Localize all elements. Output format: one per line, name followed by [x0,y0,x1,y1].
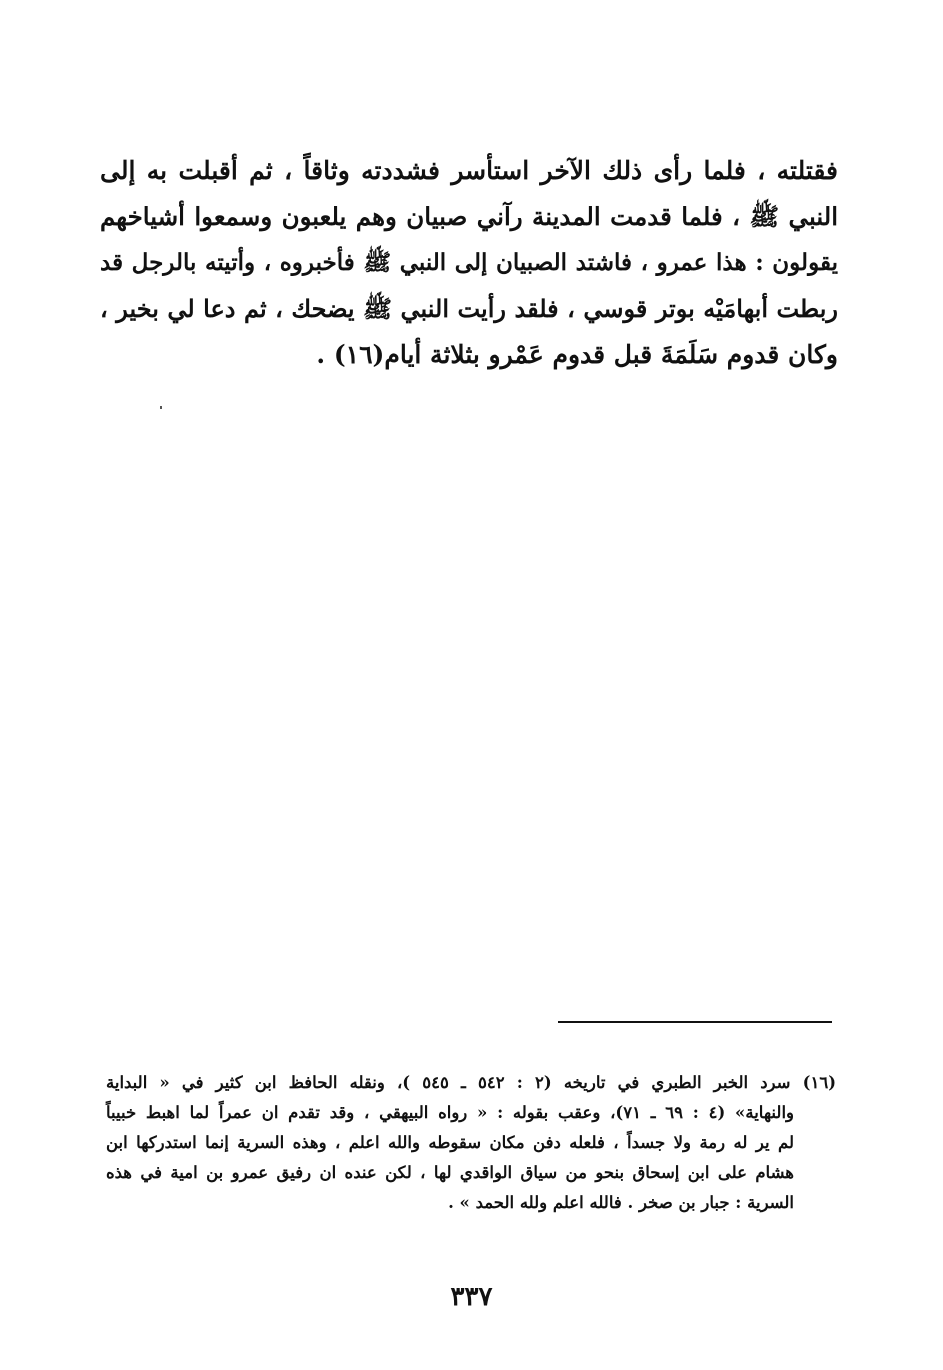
main-text-line: فقتلته ، فلما رأى ذلك الآخر استأسر فشددته وثاقاً ، ثم أقبلت به إلى [100,156,838,185]
footnote-separator [558,1021,832,1023]
footnote-line: (١٦) سرد الخبر الطبري في تاريخه (٢ : ٥٤٢ ـ ٥٤٥ )، ونقله الحافظ ابن كثير في « البداية [106,1073,836,1092]
main-text-body [100,148,838,378]
footnote-line: هشام على ابن إسحاق بنحو من سياق الواقدي لها ، لكن عنده ان رفيق عمرو بن امية في هذه [106,1163,794,1182]
page-number: ٣٣٧ [450,1282,493,1312]
footnote-line: لم ير له رمة ولا جسداً ، فلعله دفن مكان سقوطه والله اعلم ، وهذه السرية إنما استدركها ابن [106,1133,794,1152]
main-text-line: ربطت أبهامَيْه بوتر قوسي ، فلقد رأيت النبي ﷺ يضحك ، ثم دعا لي بخير ، [100,294,838,323]
print-speck [160,406,162,409]
footnote-line: السرية : جبار بن صخر . فالله اعلم ولله الحمد » . [448,1193,794,1212]
footnote-line: والنهاية» (٤ : ٦٩ ـ ٧١)، وعقب بقوله : « رواه البيهقي ، وقد تقدم ان عمراً لما اهبط خبيباً [106,1103,794,1122]
main-text-line: يقولون : هذا عمرو ، فاشتد الصبيان إلى النبي ﷺ فأخبروه ، وأتيته بالرجل قد [100,249,838,276]
main-text-line: النبي ﷺ ، فلما قدمت المدينة رآني صبيان وهم يلعبون وسمعوا أشياخهم [100,202,838,231]
main-text-line: وكان قدوم سَلَمَةَ قبل قدوم عَمْرو بثلاثة أيام(١٦) . [316,340,838,369]
footnotes [106,1068,836,1218]
